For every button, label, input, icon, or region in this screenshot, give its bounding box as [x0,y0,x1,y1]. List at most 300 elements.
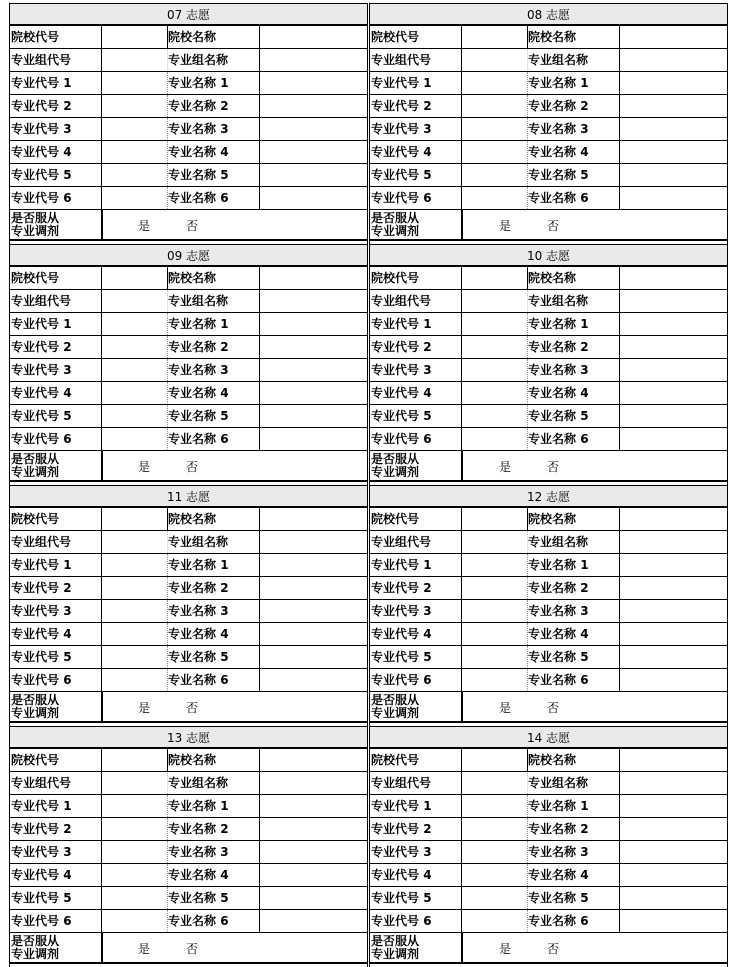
school-code-input[interactable] [102,508,168,530]
adjust-options [102,210,367,239]
major-code-prefix: 专业代号 [371,822,420,836]
major-name-prefix: 专业名称 [528,386,577,400]
school-row [370,26,727,49]
major-name-label [168,910,260,932]
major-code-input[interactable] [462,313,528,335]
major-name-label [528,577,620,599]
major-code-number: 1 [63,799,72,813]
major-name-number: 6 [580,432,589,446]
group-name-label: 专业组名称 [168,772,260,794]
major-code-label [370,405,462,427]
school-name-input[interactable] [620,26,727,48]
major-name-label [528,818,620,840]
school-code-input[interactable] [462,749,528,771]
major-name-label [168,72,260,94]
school-code-label: 院校代号 [370,26,462,48]
major-name-input[interactable] [620,646,727,668]
major-code-label [10,818,102,840]
adjust-label [370,451,462,480]
major-code-number: 3 [423,122,432,136]
major-code-input[interactable] [462,95,528,117]
major-code-input[interactable] [102,118,168,140]
major-code-label [10,141,102,163]
adjust-row [370,210,727,241]
group-name-input[interactable] [620,290,727,312]
major-name-prefix: 专业名称 [168,868,217,882]
major-code-prefix: 专业代号 [371,604,420,618]
major-name-number: 1 [580,799,589,813]
major-code-label [370,818,462,840]
major-name-prefix: 专业名称 [528,122,577,136]
major-name-input[interactable] [620,141,727,163]
major-code-input[interactable] [462,428,528,450]
major-name-input[interactable] [260,405,367,427]
school-code-input[interactable] [102,26,168,48]
major-code-prefix: 专业代号 [11,386,60,400]
major-name-input[interactable] [260,554,367,576]
group-code-label: 专业组代号 [10,290,102,312]
major-row [10,887,367,910]
adjust-yes-option[interactable]: 是 [499,219,512,233]
major-code-label [370,669,462,691]
major-code-input[interactable] [462,405,528,427]
major-row [10,187,367,210]
major-code-number: 6 [63,432,72,446]
major-row [10,336,367,359]
major-name-input[interactable] [260,72,367,94]
major-code-prefix: 专业代号 [371,673,420,687]
major-name-label [528,623,620,645]
school-code-input[interactable] [462,267,528,289]
major-row [10,164,367,187]
major-code-input[interactable] [462,72,528,94]
school-code-input[interactable] [102,267,168,289]
major-code-input[interactable] [462,118,528,140]
group-row [370,290,727,313]
major-name-input[interactable] [260,910,367,932]
adjust-label-line2: 专业调剂 [371,706,420,720]
adjust-label [370,692,462,721]
adjust-no-option[interactable]: 否 [186,219,199,233]
major-name-input[interactable] [620,313,727,335]
major-code-label [370,428,462,450]
adjust-no-option[interactable]: 否 [547,701,560,715]
school-name-input[interactable] [260,749,367,771]
major-code-input[interactable] [462,887,528,909]
major-name-prefix: 专业名称 [528,99,577,113]
adjust-yes-option[interactable]: 是 [499,460,512,474]
major-row [370,95,727,118]
major-name-label [528,554,620,576]
school-name-input[interactable] [620,267,727,289]
group-code-input[interactable] [462,772,528,794]
major-name-input[interactable] [620,910,727,932]
major-name-number: 5 [580,891,589,905]
major-code-input[interactable] [462,187,528,209]
major-name-input[interactable] [620,95,727,117]
major-code-input[interactable] [102,795,168,817]
major-code-input[interactable] [462,910,528,932]
major-name-label [168,669,260,691]
adjust-yes-option[interactable]: 是 [138,219,151,233]
major-code-input[interactable] [462,577,528,599]
major-code-input[interactable] [102,164,168,186]
major-name-input[interactable] [260,336,367,358]
major-code-input[interactable] [102,359,168,381]
group-name-input[interactable] [260,531,367,553]
major-code-number: 2 [423,340,432,354]
major-name-input[interactable] [260,382,367,404]
adjust-yes-option[interactable]: 是 [138,460,151,474]
major-name-input[interactable] [620,118,727,140]
major-code-label [370,95,462,117]
major-code-label [370,841,462,863]
major-row [10,95,367,118]
major-name-input[interactable] [620,623,727,645]
major-name-input[interactable] [260,795,367,817]
major-name-prefix: 专业名称 [168,558,217,572]
major-name-input[interactable] [620,405,727,427]
major-row [10,359,367,382]
school-code-input[interactable] [462,26,528,48]
major-name-input[interactable] [620,841,727,863]
major-code-input[interactable] [102,841,168,863]
major-name-input[interactable] [260,841,367,863]
adjust-no-option[interactable]: 否 [547,219,560,233]
major-name-input[interactable] [260,864,367,886]
major-name-number: 4 [220,868,229,882]
major-name-number: 5 [580,168,589,182]
major-name-label [168,600,260,622]
major-code-input[interactable] [462,359,528,381]
major-code-input[interactable] [102,646,168,668]
adjust-options [462,210,727,239]
major-name-prefix: 专业名称 [168,822,217,836]
major-code-input[interactable] [462,864,528,886]
major-name-label [528,313,620,335]
major-name-prefix: 专业名称 [168,627,217,641]
volunteer-block-13 [9,726,368,967]
school-name-input[interactable] [260,508,367,530]
major-name-input[interactable] [620,72,727,94]
major-name-number: 3 [220,122,229,136]
adjust-no-option[interactable]: 否 [186,701,199,715]
major-row [10,669,367,692]
major-code-input[interactable] [462,164,528,186]
major-code-input[interactable] [102,864,168,886]
major-name-label [168,795,260,817]
major-code-label [370,118,462,140]
major-name-input[interactable] [620,382,727,404]
major-name-input[interactable] [260,164,367,186]
major-name-input[interactable] [260,669,367,691]
major-name-number: 1 [220,799,229,813]
major-row [370,554,727,577]
volunteer-block-title: 12 志愿 [370,485,727,508]
major-name-input[interactable] [260,95,367,117]
major-name-number: 2 [580,581,589,595]
major-name-number: 6 [580,914,589,928]
major-row [10,910,367,933]
group-row [370,772,727,795]
major-name-label [168,336,260,358]
major-code-number: 5 [423,168,432,182]
major-name-input[interactable] [620,795,727,817]
major-code-input[interactable] [102,382,168,404]
major-name-input[interactable] [260,577,367,599]
group-name-input[interactable] [260,772,367,794]
major-code-label [10,382,102,404]
major-name-input[interactable] [620,336,727,358]
major-code-number: 2 [63,822,72,836]
major-code-number: 2 [63,340,72,354]
major-code-input[interactable] [102,669,168,691]
major-name-input[interactable] [260,313,367,335]
major-code-input[interactable] [462,382,528,404]
major-code-label [370,887,462,909]
adjust-no-option[interactable]: 否 [186,942,199,956]
major-name-input[interactable] [620,428,727,450]
group-code-input[interactable] [462,531,528,553]
major-name-input[interactable] [260,359,367,381]
major-row [10,72,367,95]
major-row [370,382,727,405]
major-name-number: 6 [220,191,229,205]
major-code-input[interactable] [462,818,528,840]
adjust-yes-option[interactable]: 是 [499,701,512,715]
adjust-label [10,933,102,962]
major-code-input[interactable] [102,577,168,599]
major-name-number: 6 [580,673,589,687]
major-row [10,577,367,600]
major-row [370,141,727,164]
major-name-number: 3 [580,363,589,377]
major-code-number: 6 [423,673,432,687]
school-code-label: 院校代号 [370,267,462,289]
major-row [370,623,727,646]
major-name-input[interactable] [260,818,367,840]
major-name-number: 5 [580,650,589,664]
adjust-yes-option[interactable]: 是 [138,701,151,715]
group-code-input[interactable] [102,49,168,71]
major-name-input[interactable] [260,428,367,450]
group-code-input[interactable] [102,772,168,794]
school-name-input[interactable] [620,508,727,530]
group-code-label: 专业组代号 [370,49,462,71]
major-code-input[interactable] [102,95,168,117]
major-code-prefix: 专业代号 [371,317,420,331]
volunteer-block-9 [9,244,368,485]
major-code-input[interactable] [102,72,168,94]
major-code-input[interactable] [462,141,528,163]
group-code-input[interactable] [462,290,528,312]
group-row [10,290,367,313]
group-code-input[interactable] [462,49,528,71]
major-row [370,405,727,428]
major-code-input[interactable] [102,187,168,209]
adjust-row [10,451,367,482]
major-code-label [10,577,102,599]
major-row [370,164,727,187]
major-code-prefix: 专业代号 [371,581,420,595]
major-row [10,382,367,405]
major-name-label [528,187,620,209]
major-code-number: 5 [63,650,72,664]
adjust-no-option[interactable]: 否 [547,460,560,474]
major-name-prefix: 专业名称 [528,191,577,205]
major-code-prefix: 专业代号 [11,191,60,205]
major-name-input[interactable] [260,646,367,668]
major-code-input[interactable] [102,887,168,909]
major-code-input[interactable] [462,646,528,668]
major-code-input[interactable] [462,623,528,645]
major-code-label [10,428,102,450]
major-name-input[interactable] [260,141,367,163]
major-code-input[interactable] [102,910,168,932]
group-code-input[interactable] [102,531,168,553]
adjust-yes-option[interactable]: 是 [499,942,512,956]
major-code-input[interactable] [462,795,528,817]
major-code-label [370,623,462,645]
major-name-input[interactable] [260,600,367,622]
major-code-number: 1 [63,317,72,331]
major-code-number: 5 [63,891,72,905]
major-code-label [370,864,462,886]
major-code-prefix: 专业代号 [11,340,60,354]
major-name-input[interactable] [260,187,367,209]
group-name-input[interactable] [620,772,727,794]
major-name-input[interactable] [620,359,727,381]
major-code-label [370,187,462,209]
major-name-input[interactable] [620,818,727,840]
major-code-prefix: 专业代号 [371,191,420,205]
major-name-input[interactable] [620,887,727,909]
major-name-number: 5 [220,891,229,905]
major-name-input[interactable] [620,669,727,691]
major-code-input[interactable] [462,554,528,576]
major-code-input[interactable] [102,405,168,427]
group-name-input[interactable] [620,531,727,553]
major-code-input[interactable] [102,141,168,163]
adjust-no-option[interactable]: 否 [547,942,560,956]
school-row [10,508,367,531]
major-code-number: 5 [423,891,432,905]
adjust-yes-option[interactable]: 是 [138,942,151,956]
major-code-input[interactable] [102,428,168,450]
volunteer-block-7 [9,3,368,244]
major-code-input[interactable] [102,623,168,645]
major-code-input[interactable] [462,600,528,622]
major-name-label [168,818,260,840]
major-code-label [370,382,462,404]
major-name-prefix: 专业名称 [528,914,577,928]
major-name-input[interactable] [260,887,367,909]
major-name-prefix: 专业名称 [168,914,217,928]
major-name-input[interactable] [620,554,727,576]
major-name-label [528,864,620,886]
volunteer-block-title: 09 志愿 [10,244,367,267]
major-code-number: 1 [63,76,72,90]
major-name-input[interactable] [620,600,727,622]
major-name-number: 2 [220,581,229,595]
major-code-number: 2 [423,99,432,113]
major-code-label [370,141,462,163]
adjust-row [370,933,727,964]
major-name-prefix: 专业名称 [528,409,577,423]
major-code-number: 3 [423,845,432,859]
group-name-input[interactable] [260,290,367,312]
school-name-input[interactable] [620,749,727,771]
major-code-input[interactable] [102,600,168,622]
major-name-input[interactable] [620,864,727,886]
group-row [10,531,367,554]
school-name-input[interactable] [260,267,367,289]
major-code-input[interactable] [462,669,528,691]
major-code-prefix: 专业代号 [371,914,420,928]
major-row [370,818,727,841]
major-code-input[interactable] [102,554,168,576]
major-code-prefix: 专业代号 [11,650,60,664]
major-code-input[interactable] [102,313,168,335]
school-name-input[interactable] [260,26,367,48]
adjust-row [10,692,367,723]
major-code-number: 1 [423,558,432,572]
major-name-input[interactable] [620,187,727,209]
major-name-prefix: 专业名称 [528,317,577,331]
group-name-input[interactable] [260,49,367,71]
adjust-no-option[interactable]: 否 [186,460,199,474]
major-row [370,72,727,95]
major-name-input[interactable] [260,623,367,645]
major-row [10,141,367,164]
major-code-prefix: 专业代号 [371,386,420,400]
major-name-input[interactable] [620,577,727,599]
major-name-prefix: 专业名称 [528,363,577,377]
major-name-label [528,405,620,427]
school-code-input[interactable] [462,508,528,530]
major-code-input[interactable] [462,841,528,863]
major-name-label [168,577,260,599]
group-name-input[interactable] [620,49,727,71]
group-name-label: 专业组名称 [168,49,260,71]
major-code-input[interactable] [102,818,168,840]
major-name-input[interactable] [260,118,367,140]
major-name-number: 2 [220,340,229,354]
school-code-input[interactable] [102,749,168,771]
major-name-number: 4 [580,868,589,882]
volunteer-block-title: 08 志愿 [370,3,727,26]
major-row [370,910,727,933]
major-name-number: 1 [220,317,229,331]
major-code-prefix: 专业代号 [11,363,60,377]
major-code-prefix: 专业代号 [371,363,420,377]
major-name-prefix: 专业名称 [528,822,577,836]
group-code-input[interactable] [102,290,168,312]
major-code-input[interactable] [462,336,528,358]
major-code-prefix: 专业代号 [11,168,60,182]
major-code-label [10,336,102,358]
major-name-prefix: 专业名称 [528,891,577,905]
major-code-label [10,795,102,817]
group-code-label: 专业组代号 [10,49,102,71]
major-code-label [10,405,102,427]
major-code-prefix: 专业代号 [11,673,60,687]
adjust-label-line2: 专业调剂 [11,947,60,961]
major-name-input[interactable] [620,164,727,186]
school-name-label: 院校名称 [528,267,620,289]
major-row [370,428,727,451]
major-code-input[interactable] [102,336,168,358]
